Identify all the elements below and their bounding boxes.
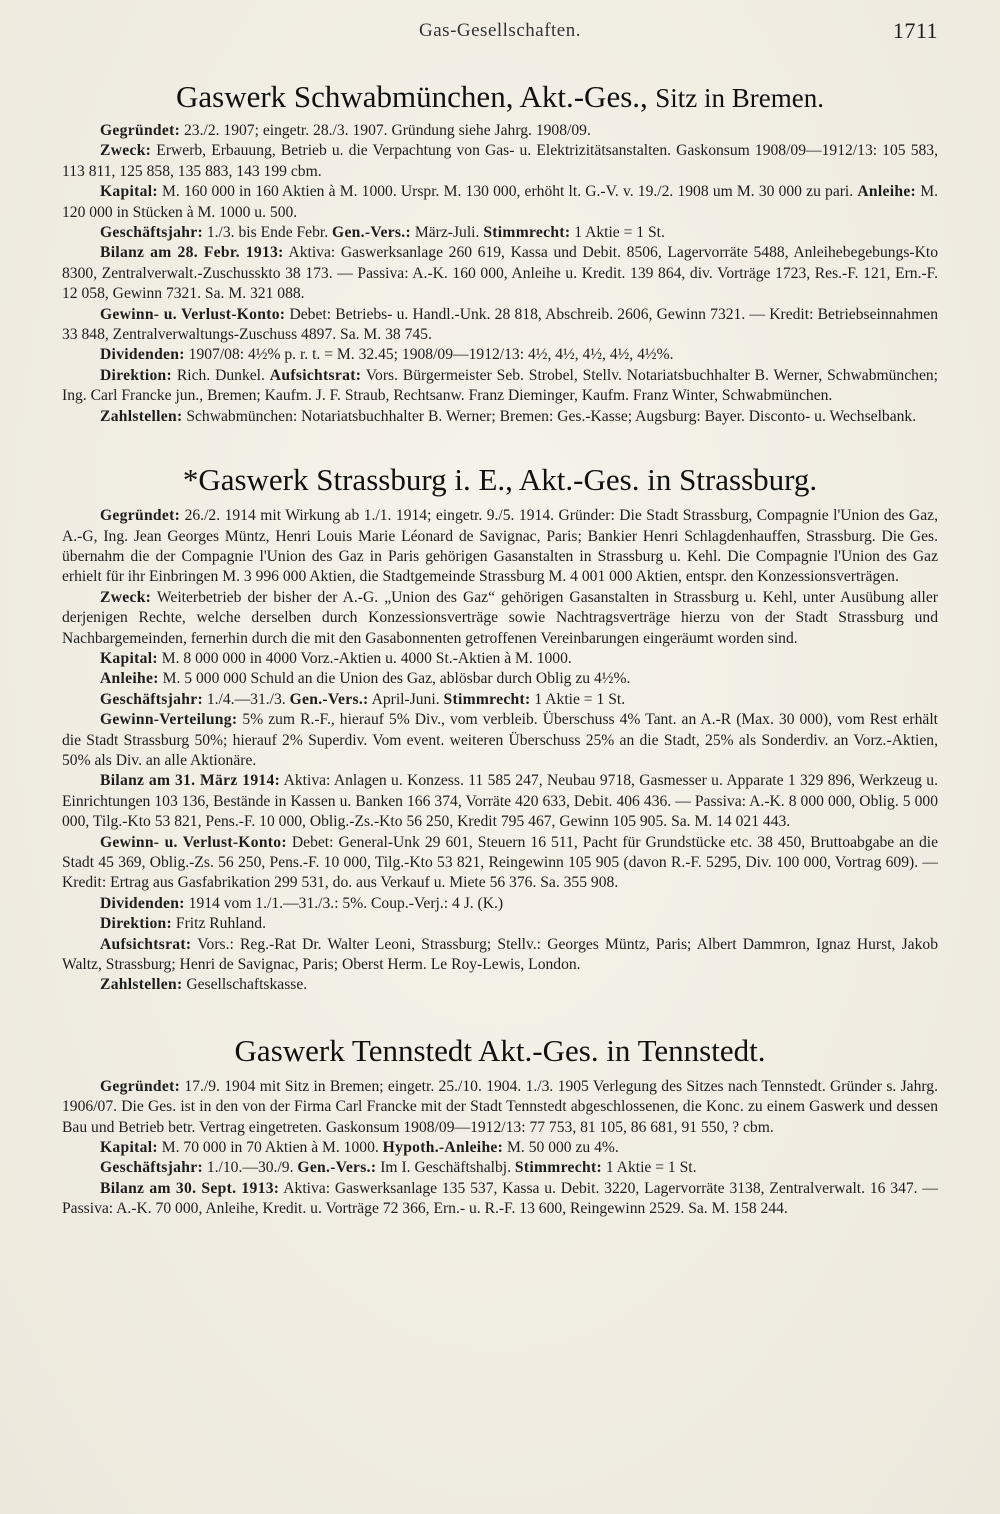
paragraph-text: M. 160 000 in 160 Aktien à M. 1000. Urspr. M. 130 000, erhöht lt. G.-V. v. 19./2. 1908 um M. 30 000 zu pari. [157, 183, 858, 201]
paragraph-text: Erwerb, Erbauung, Betrieb u. die Verpachtung von Gas- u. Elektrizitätsanstalten. Gaskonsum 1908/09—1912/13: 105 583, 113 811, 125 858, 135 883, 143 199 cbm. [62, 142, 938, 180]
paragraph-label: Bilanz am 28. Febr. 1913: [100, 244, 284, 262]
paragraph-label: Gegründet: [100, 507, 181, 525]
paragraph-text: M. 70 000 in 70 Aktien à M. 1000. [157, 1139, 383, 1157]
paragraph-label: Kapital: [100, 1139, 158, 1157]
paragraph-text: Schwabmünchen: Notariatsbuchhalter B. Werner; Bremen: Ges.-Kasse; Augsburg: Bayer. Disconto- u. Wechselbank. [182, 407, 917, 425]
entry-title-main: Gaswerk Tennstedt Akt.-Ges. in Tennstedt. [234, 1032, 766, 1068]
paragraph-text: April-Juni. [368, 690, 444, 708]
paragraph-label: Kapital: [100, 183, 158, 201]
paragraph-text: M. 120 000 in Stücken à M. 1000 u. 500. [62, 183, 938, 221]
entry-title [62, 1034, 938, 1069]
paragraph-gewinn-verlust [62, 833, 938, 894]
entry-title-main: Gaswerk Schwabmünchen, Akt.-Ges., [175, 79, 648, 114]
paragraph-label: Geschäftsjahr: [100, 690, 203, 708]
paragraph-label: Zweck: [100, 142, 152, 160]
paragraph-text: 1 Aktie = 1 St. [601, 1159, 697, 1177]
paragraph-zahlstellen [62, 975, 938, 995]
paragraph-label: Aufsichtsrat: [269, 366, 362, 384]
paragraph-text: Debet: Betriebs- u. Handl.-Unk. 28 818, Abschreib. 2606, Gewinn 7321. — Kredit: Betriebseinnahmen 33 848, Zentralverwaltungs-Zuschuss 4897. Sa. M. 38 745. [62, 305, 938, 344]
paragraph-geschaeftsjahr [62, 223, 938, 243]
paragraph-text: Vors.: Reg.-Rat Dr. Walter Leoni, Strassburg; Stellv.: Georges Müntz, Paris; Albert Dammron, Ignaz Hurst, Jakob Waltz, Strassburg; Henri de Savignac, Paris; Oberst Herm. Le Roy-Lewis, London. [62, 935, 938, 974]
paragraph-bilanz [62, 1179, 938, 1220]
paragraph-zweck [62, 588, 938, 649]
paragraph-dividenden [62, 894, 938, 914]
paragraph-label: Anleihe: [100, 670, 159, 688]
company-entry-strassburg [62, 463, 938, 996]
paragraph-label: Gewinn- u. Verlust-Konto: [100, 305, 286, 323]
company-entry-tennstedt [62, 1034, 938, 1220]
entry-title-main: *Gaswerk Strassburg i. E., Akt.-Ges. in Strassburg. [182, 462, 818, 498]
paragraph-zahlstellen [62, 407, 938, 427]
paragraph-label: Bilanz am 30. Sept. 1913: [100, 1179, 280, 1197]
paragraph-text: Fritz Ruhland. [172, 915, 267, 933]
paragraph-geschaeftsjahr [62, 690, 938, 710]
paragraph-label: Dividenden: [100, 894, 185, 912]
paragraph-label: Hypoth.-Anleihe: [382, 1139, 504, 1157]
paragraph-label: Gen.-Vers.: [289, 690, 369, 708]
paragraph-direktion [62, 914, 938, 934]
entry-title-sub: Sitz in Bremen. [655, 83, 824, 113]
paragraph-text: Aktiva: Anlagen u. Konzess. 11 585 247, Neubau 9718, Gasmesser u. Apparate 1 329 896, Werkzeug u. Einrichtungen 103 136, Bestände in Kassen u. Banken 166 374, Vorräte 420 633, Debit. 406 436. — Passiva: A.-K. 8 000 000, Oblig. 5 000 000, Tilg.-Kto 53 821, Pens.-F. 10 000, Oblig.-Zs.-Kto 56 250, Kredit 795 467, Gewinn 105 905. Sa. M. 14 021 443. [62, 772, 938, 831]
paragraph-text: 1914 vom 1./1.—31./3.: 5%. Coup.-Verj.: 4 J. (K.) [184, 894, 504, 912]
paragraph-text: Aktiva: Gaswerksanlage 135 537, Kassa u. Debit. 3220, Lagervorräte 3138, Zentralverwalt. 16 347. — Passiva: A.-K. 70 000, Anleihe, Kredit. u. Vorträge 72 366, Ern.- u. R.-F. 13 600, Reingewinn 2529. Sa. M. 158 244. [62, 1179, 938, 1218]
paragraph-text: 1 Aktie = 1 St. [570, 224, 665, 242]
page-number: 1711 [892, 18, 938, 43]
paragraph-kapital [62, 649, 938, 669]
paragraph-label: Geschäftsjahr: [100, 1159, 203, 1177]
paragraph-direktion [62, 366, 938, 407]
paragraph-gegruendet [62, 1077, 938, 1138]
paragraph-aufsichtsrat [62, 935, 938, 976]
paragraph-label: Gewinn- u. Verlust-Konto: [100, 833, 287, 851]
paragraph-label: Gen.-Vers.: [297, 1159, 377, 1177]
paragraph-label: Anleihe: [857, 183, 917, 201]
paragraph-text: Aktiva: Gaswerksanlage 260 619, Kassa und Debit. 8506, Lagervorräte 5488, Anleihebegebungs-Kto 8300, Zentralverwalt.-Zuschusskto 38 173. — Passiva: A.-K. 160 000, Anleihe u. Kredit. 139 864, div. Vorträge 1723, Res.-F. 121, Ern.-F. 12 058, Gewinn 7321. Sa. M. 321 088. [62, 244, 939, 303]
entry-title [62, 80, 938, 115]
paragraph-zweck [62, 141, 938, 182]
paragraph-label: Bilanz am 31. März 1914: [100, 772, 281, 790]
paragraph-label: Direktion: [100, 366, 173, 384]
paragraph-label: Direktion: [100, 915, 173, 933]
paragraph-text: Weiterbetrieb der bisher der A.-G. „Union des Gaz“ gehörigen Gasanstalten in Strassburg u. Kehl, unter Ausübung aller derjenigen Rechte, welche derselben durch Konzessionsverträge sowie Nachtragsverträge hierzu von der Stadt Strassburg und Nachbargemeinden, fernerhin durch die mit den Gasabonnenten getroffenen Vereinbarungen eingeräumt worden sind. [62, 588, 938, 647]
paragraph-text: M. 50 000 zu 4%. [503, 1139, 619, 1157]
paragraph-text: M. 5 000 000 Schuld an die Union des Gaz, ablösbar durch Oblig zu 4½%. [158, 670, 631, 688]
paragraph-bilanz [62, 771, 938, 832]
paragraph-gegruendet [62, 121, 938, 141]
paragraph-text: Gesellschaftskasse. [182, 976, 308, 994]
paragraph-gewinn-verlust [62, 305, 938, 346]
paragraph-gewinn-verteilung [62, 710, 938, 771]
paragraph-text: 23./2. 1907; eingetr. 28./3. 1907. Gründung siehe Jahrg. 1908/09. [180, 122, 591, 139]
paragraph-text: Debet: General-Unk 29 601, Steuern 16 511, Pacht für Grundstücke etc. 38 450, Bruttoabgabe an die Stadt 45 369, Oblig.-Zs. 56 250, Pens.-F. 10 000, Tilg.-Kto 53 821, Reingewinn 105 905 (davon R.-F. 5295, Div. 100 000, Vortrag 609). — Kredit: Ertrag aus Gasfabrikation 299 531, do. aus Verkauf u. Miete 56 376. Sa. 355 908. [62, 833, 938, 892]
paragraph-label: Zweck: [100, 588, 152, 606]
running-title: Gas-Gesellschaften. [419, 20, 581, 41]
paragraph-text: 5% zum R.-F., hierauf 5% Div., vom verbleib. Überschuss 4% Tant. an A.-R (Max. 30 000), vom Rest erhält die Stadt Strassburg 50%; hierauf 2% Superdiv. Vom event. weiteren Überschuss 25% an die Stadt, 25% als Sonderdiv. an Vorz.-Aktien, 50% als Div. an alle Aktionäre. [62, 711, 938, 769]
paragraph-text: 26./2. 1914 mit Wirkung ab 1./1. 1914; eingetr. 9./5. 1914. Gründer: Die Stadt Strassburg, Compagnie l'Union des Gaz, A.-G, Ing. Jean Georges Müntz, Henri Louis Marie Léonard de Savignac, Paris; Bankier Henri Schlagdenhauffen, Strassburg. Die Ges. übernahm die der Compagnie l'Union des Gaz in Paris gehörigen Gasanstalten in Strassburg u. Kehl. Die Compagnie l'Union des Gaz erhielt für ihr Einbringen M. 3 996 000 Aktien, die Stadtgemeinde Strassburg M. 4 001 000 Aktien, entspr. den Konzessionsverträgen. [62, 507, 938, 586]
paragraph-label: Dividenden: [100, 346, 185, 364]
paragraph-label: Zahlstellen: [100, 976, 183, 994]
paragraph-gegruendet [62, 506, 938, 588]
paragraph-label: Zahlstellen: [100, 407, 183, 425]
paragraph-label: Stimmrecht: [483, 224, 571, 242]
paragraph-text: 1./10.—30./9. [202, 1159, 298, 1177]
paragraph-label: Kapital: [100, 649, 158, 667]
paragraph-label: Aufsichtsrat: [100, 935, 192, 953]
paragraph-label: Geschäftsjahr: [100, 224, 203, 242]
paragraph-kapital [62, 1138, 938, 1158]
paragraph-label: Gewinn-Verteilung: [100, 711, 238, 729]
paragraph-bilanz [62, 243, 938, 304]
paragraph-anleihe [62, 669, 938, 689]
paragraph-text: 17./9. 1904 mit Sitz in Bremen; eingetr. 25./10. 1904. 1./3. 1905 Verlegung des Sitzes nach Tennstedt. Gründer s. Jahrg. 1906/07. Die Ges. ist in den von der Firma Carl Francke mit der Stadt Tennstedt abgeschlossenen, die Konc. zu einem Gaswerk und dessen Bau und Betrieb betr. Vertrag eingetreten. Gaskonsum 1908/09—1912/13: 77 753, 81 105, 86 681, 91 550, ? cbm. [62, 1077, 938, 1136]
paragraph-label: Gegründet: [100, 1077, 181, 1095]
paragraph-label: Gegründet: [100, 122, 181, 139]
paragraph-text: 1907/08: 4½% p. r. t. = M. 32.45; 1908/09—1912/13: 4½, 4½, 4½, 4½, 4½%. [184, 346, 674, 364]
paragraph-text: M. 8 000 000 in 4000 Vorz.-Aktien u. 4000 St.-Aktien à M. 1000. [157, 649, 572, 667]
paragraph-text: Im I. Geschäftshalbj. [376, 1159, 515, 1177]
paragraph-text: Rich. Dunkel. [172, 366, 270, 384]
paragraph-text: 1 Aktie = 1 St. [530, 690, 626, 708]
paragraph-text: 1./4.—31./3. [202, 690, 290, 708]
paragraph-label: Stimmrecht: [514, 1159, 602, 1177]
paragraph-text: März-Juli. [410, 224, 484, 242]
paragraph-label: Stimmrecht: [443, 690, 531, 708]
paragraph-label: Gen.-Vers.: [332, 224, 411, 242]
paragraph-text: Vors. Bürgermeister Seb. Strobel, Stellv. Notariatsbuchhalter B. Werner, Schwabmünchen; Ing. Carl Francke jun., Bremen; Kaufm. J. F. Straub, Rechtsanw. Franz Dieminger, Kaufm. Franz Winter, Schwabmünchen. [62, 366, 938, 405]
paragraph-geschaeftsjahr [62, 1158, 938, 1178]
entry-title [62, 463, 938, 498]
running-header [62, 18, 938, 48]
paragraph-text: 1./3. bis Ende Febr. [202, 224, 333, 242]
paragraph-kapital [62, 182, 938, 223]
company-entry-schwabmuenchen [62, 80, 938, 427]
paragraph-dividenden [62, 345, 938, 365]
